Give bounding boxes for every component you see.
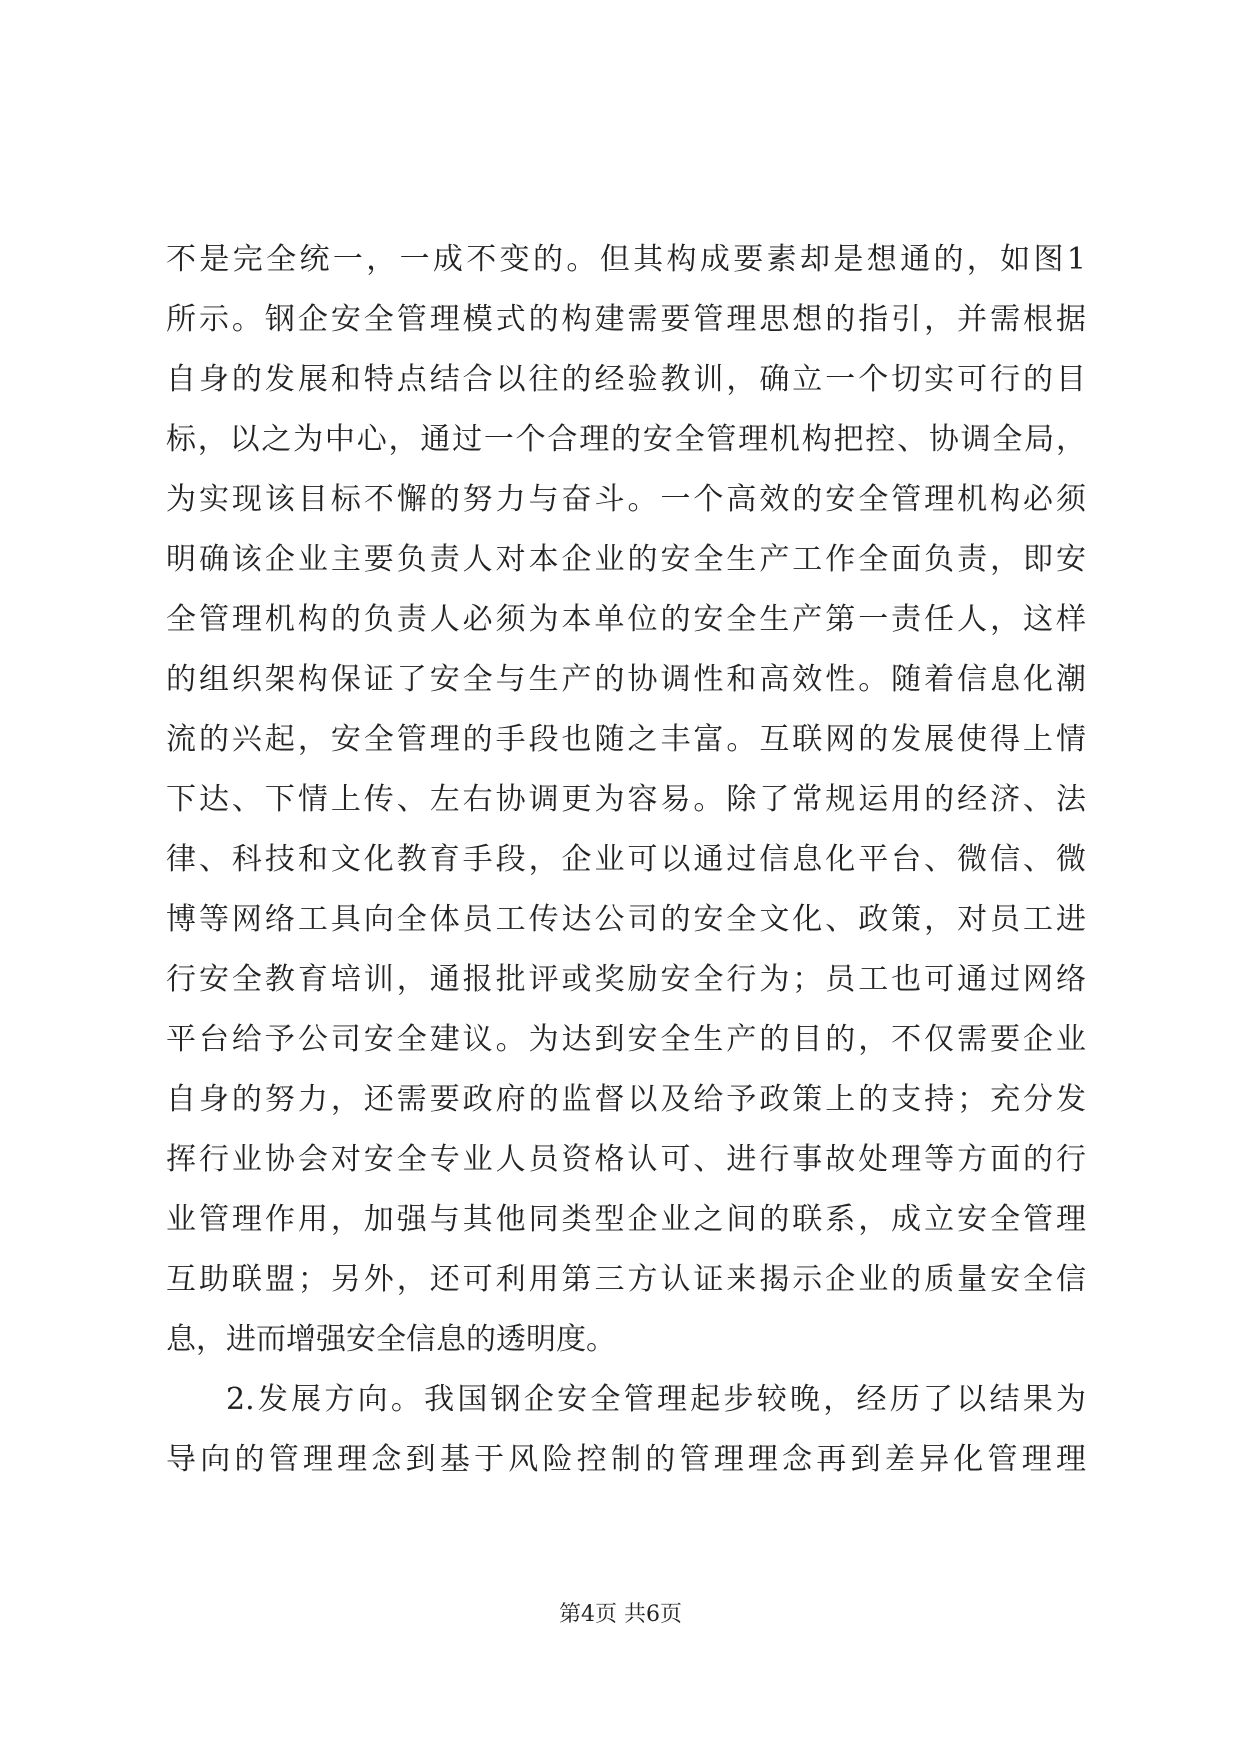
body-text xyxy=(166,230,1086,1490)
text-line: 全管理机构的负责人必须为本单位的安全生产第一责任人，这样 xyxy=(166,602,1086,637)
text-line: 博等网络工具向全体员工传达公司的安全文化、政策，对员工进 xyxy=(166,902,1086,937)
text-line: 互助联盟；另外，还可利用第三方认证来揭示企业的质量安全信 xyxy=(166,1262,1086,1297)
text-line: 所示。钢企安全管理模式的构建需要管理思想的指引，并需根据 xyxy=(166,302,1086,337)
page-footer: 第4页 共6页 xyxy=(559,1602,682,1627)
text-line: 行安全教育培训，通报批评或奖励安全行为；员工也可通过网络 xyxy=(166,962,1086,997)
text-line: 自身的努力，还需要政府的监督以及给予政策上的支持；充分发 xyxy=(166,1082,1086,1117)
text-line: 挥行业协会对安全专业人员资格认可、进行事故处理等方面的行 xyxy=(166,1142,1086,1177)
text-line: 流的兴起，安全管理的手段也随之丰富。互联网的发展使得上情 xyxy=(166,722,1086,757)
text-line: 的组织架构保证了安全与生产的协调性和高效性。随着信息化潮 xyxy=(166,662,1086,697)
text-line: 不是完全统一，一成不变的。但其构成要素却是想通的，如图1 xyxy=(166,242,1086,277)
text-line: 下达、下情上传、左右协调更为容易。除了常规运用的经济、法 xyxy=(166,782,1086,817)
text-line: 律、科技和文化教育手段，企业可以通过信息化平台、微信、微 xyxy=(166,842,1086,877)
text-line: 导向的管理理念到基于风险控制的管理理念再到差异化管理理 xyxy=(166,1442,1086,1477)
text-line: 自身的发展和特点结合以往的经验教训，确立一个切实可行的目 xyxy=(166,362,1086,397)
text-line: 平台给予公司安全建议。为达到安全生产的目的，不仅需要企业 xyxy=(166,1022,1086,1057)
text-line: 息，进而增强安全信息的透明度。 xyxy=(166,1322,616,1357)
text-line: 业管理作用，加强与其他同类型企业之间的联系，成立安全管理 xyxy=(166,1202,1086,1237)
text-line: 为实现该目标不懈的努力与奋斗。一个高效的安全管理机构必须 xyxy=(166,482,1086,517)
text-line: 2.发展方向。我国钢企安全管理起步较晚，经历了以结果为 xyxy=(226,1382,1086,1417)
text-line: 明确该企业主要负责人对本企业的安全生产工作全面负责，即安 xyxy=(166,542,1086,577)
text-line: 标，以之为中心，通过一个合理的安全管理机构把控、协调全局， xyxy=(166,422,1086,457)
